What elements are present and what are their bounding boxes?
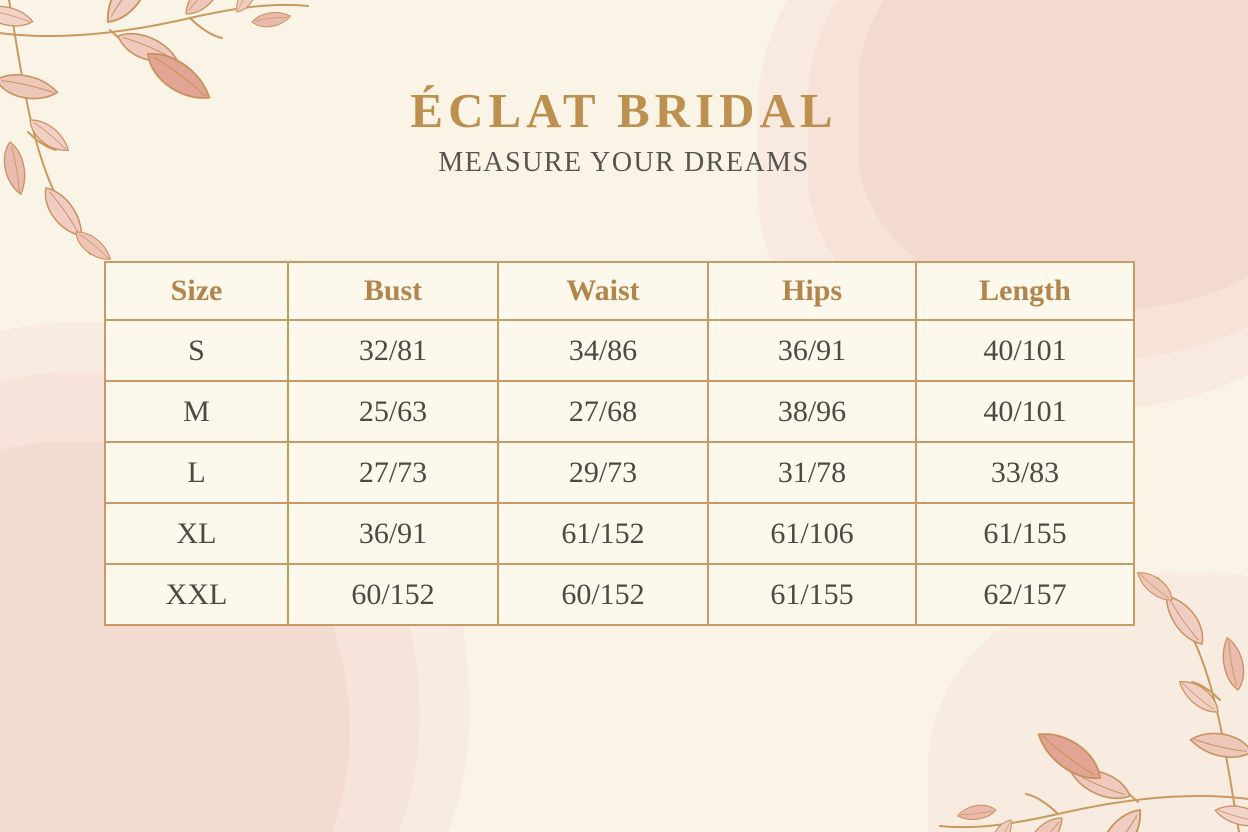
column-header-waist: Waist [498, 262, 708, 320]
size-label: L [105, 442, 288, 503]
table-cell: 38/96 [708, 381, 916, 442]
table-cell: 61/155 [916, 503, 1134, 564]
table-cell: 36/91 [708, 320, 916, 381]
size-table [104, 261, 1135, 626]
size-label: S [105, 320, 288, 381]
table-cell: 62/157 [916, 564, 1134, 625]
size-label: XL [105, 503, 288, 564]
table-cell: 40/101 [916, 381, 1134, 442]
brand-title: ÉCLAT BRIDAL [410, 83, 838, 138]
table-cell: 33/83 [916, 442, 1134, 503]
table-row [105, 442, 1134, 503]
table-row [105, 503, 1134, 564]
table-cell: 61/155 [708, 564, 916, 625]
table-cell: 60/152 [288, 564, 498, 625]
table-cell: 27/68 [498, 381, 708, 442]
table-cell: 61/106 [708, 503, 916, 564]
table-row [105, 381, 1134, 442]
heading-block [0, 82, 1248, 179]
table-row [105, 320, 1134, 381]
size-label: M [105, 381, 288, 442]
table-cell: 32/81 [288, 320, 498, 381]
table-cell: 36/91 [288, 503, 498, 564]
table-row [105, 564, 1134, 625]
table-cell: 40/101 [916, 320, 1134, 381]
column-header-bust: Bust [288, 262, 498, 320]
table-cell: 61/152 [498, 503, 708, 564]
column-header-length: Length [916, 262, 1134, 320]
table-cell: 27/73 [288, 442, 498, 503]
table-cell: 29/73 [498, 442, 708, 503]
table-header-row [105, 262, 1134, 320]
size-label: XXL [105, 564, 288, 625]
tagline: MEASURE YOUR DREAMS [438, 147, 810, 178]
table-cell: 31/78 [708, 442, 916, 503]
column-header-hips: Hips [708, 262, 916, 320]
table-cell: 25/63 [288, 381, 498, 442]
table-cell: 60/152 [498, 564, 708, 625]
table-cell: 34/86 [498, 320, 708, 381]
column-header-size: Size [105, 262, 288, 320]
